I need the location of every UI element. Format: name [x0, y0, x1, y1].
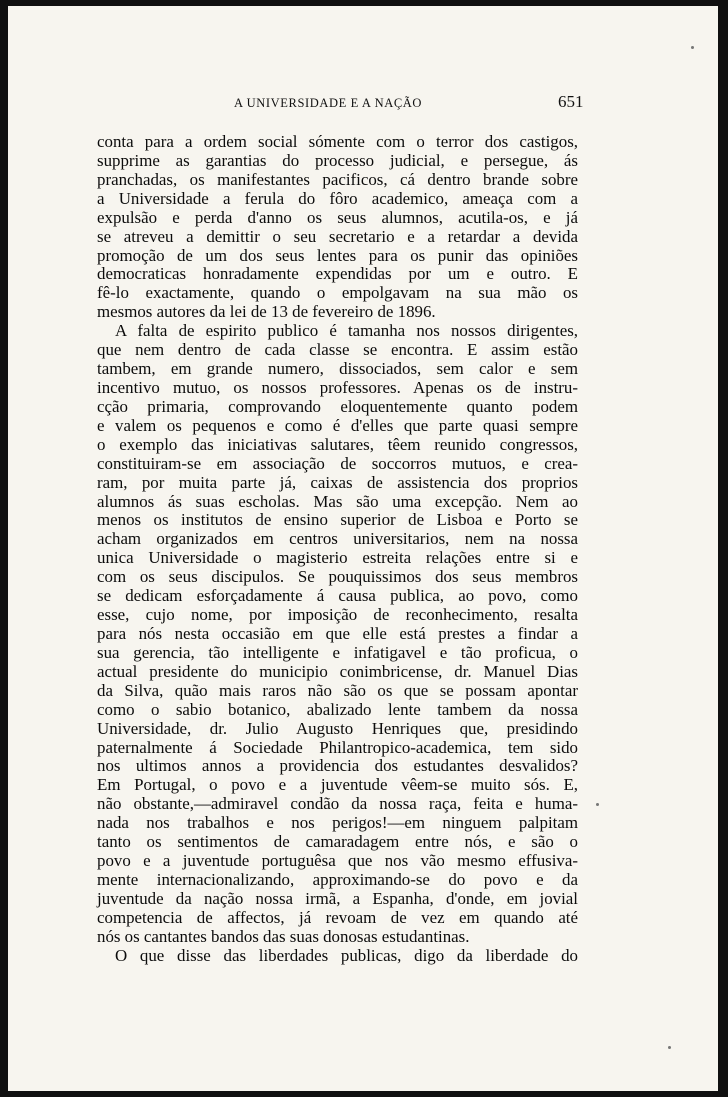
- text-line: unica Universidade o magisterio estreita relações entre si e: [97, 548, 578, 568]
- text-line: o exemplo das iniciativas salutares, têem reunido congressos,: [97, 434, 578, 454]
- text-line: Universidade, dr. Julio Augusto Henriques que, presidindo: [97, 718, 578, 738]
- text-line: a Universidade a ferula do fôro academico, ameaça com a: [97, 188, 578, 208]
- text-line: constituiram-se em associação de soccorros mutuos, e crea-: [97, 453, 578, 473]
- text-line: competencia de affectos, já revoam de vez em quando até: [97, 907, 578, 927]
- text-line: O que disse das liberdades publicas, digo da liberdade do: [115, 945, 578, 965]
- text-line: nada nos trabalhos e nos perigos!—em ninguem palpitam: [97, 813, 578, 833]
- text-line: tanto os sentimentos de camaradagem entre nós, e são o: [97, 832, 578, 852]
- text-line: expulsão e perda d'anno os seus alumnos, acutila-os, e já: [97, 207, 578, 227]
- text-line: incentivo mutuo, os nossos professores. Apenas os de instru-: [97, 377, 578, 397]
- page-number: 651: [558, 92, 584, 111]
- text-line: tambem, em grande numero, dissociados, sem calor e sem: [97, 359, 578, 379]
- paragraph-3: [97, 947, 578, 966]
- scan-speck: [668, 1046, 671, 1049]
- text-line: fê-lo exactamente, quando o empolgavam na sua mão os: [97, 283, 578, 303]
- text-line: menos os institutos de ensino superior de Lisboa e Porto se: [97, 510, 578, 530]
- text-line: paternalmente á Sociedade Philantropico-academica, tem sido: [97, 737, 578, 757]
- paragraph-2: [97, 322, 578, 946]
- text-line: acham organizados em centros universitarios, nem na nossa: [97, 529, 578, 549]
- text-line: com os seus discipulos. Se pouquissimos dos seus membros: [97, 567, 578, 587]
- text-line: da Silva, quão mais raros não são os que se possam apontar: [97, 680, 578, 700]
- text-line: não obstante,—admiravel condão da nossa raça, feita e huma-: [97, 794, 578, 814]
- text-line: actual presidente do municipio conimbricense, dr. Manuel Dias: [97, 661, 578, 681]
- text-line: mesmos autores da lei de 13 de fevereiro de 1896.: [97, 302, 436, 322]
- running-title: A UNIVERSIDADE E A NAÇÃO: [234, 96, 423, 110]
- text-line: e valem os pequenos e como é d'elles que parte quasi sempre: [97, 415, 578, 435]
- text-line: mente internacionalizando, approximando-se do povo e da: [97, 869, 578, 889]
- scan-speck: [691, 46, 694, 49]
- text-line: promoção de um dos seus lentes para os punir das opiniões: [97, 245, 578, 265]
- text-line: nós os cantantes bandos das suas donosas estudantinas.: [97, 926, 470, 946]
- text-line: se dedicam esforçadamente á causa publica, ao povo, como: [97, 586, 578, 606]
- paragraph-1: [97, 133, 578, 322]
- text-line: nos ultimos annos a providencia dos estudantes desvalidos?: [97, 756, 578, 776]
- text-line: como o sabio botanico, abalizado lente tambem da nossa: [97, 699, 578, 719]
- text-line: juventude da nação nossa irmã, a Espanha, d'onde, em jovial: [97, 888, 578, 908]
- text-line: conta para a ordem social sómente com o terror dos castigos,: [97, 132, 578, 151]
- text-line: A falta de espirito publico é tamanha nos nossos dirigentes,: [115, 321, 578, 341]
- running-header: [8, 94, 718, 114]
- text-line: que nem dentro de cada classe se encontra. E assim estão: [97, 340, 578, 360]
- text-line: Em Portugal, o povo e a juventude vêem-se muito sós. E,: [97, 775, 578, 795]
- scan-speck: [596, 803, 599, 806]
- text-line: se atreveu a demittir o seu secretario e a retardar a devida: [97, 226, 578, 246]
- book-page: [8, 6, 718, 1091]
- body-text: [97, 133, 578, 966]
- text-line: ram, por muita parte já, caixas de assistencia dos proprios: [97, 472, 578, 492]
- text-line: pranchadas, os manifestantes pacificos, cá dentro brande sobre: [97, 169, 578, 189]
- text-line: democraticas honradamente expendidas por um e outro. E: [97, 264, 578, 284]
- text-line: sua gerencia, tão intelligente e infatigavel e tão proficua, o: [97, 642, 578, 662]
- text-line: alumnos ás suas escholas. Mas são uma excepção. Nem ao: [97, 491, 578, 511]
- text-line: para nós nesta occasião em que elle está prestes a findar a: [97, 623, 578, 643]
- text-line: povo e a juventude portuguêsa que nos vão mesmo effusiva-: [97, 851, 578, 871]
- text-line: esse, cujo nome, por imposição de reconhecimento, resalta: [97, 605, 578, 625]
- text-line: supprime as garantias do processo judicial, e persegue, ás: [97, 150, 578, 170]
- text-line: cção primaria, comprovando eloquentemente quanto podem: [97, 396, 578, 416]
